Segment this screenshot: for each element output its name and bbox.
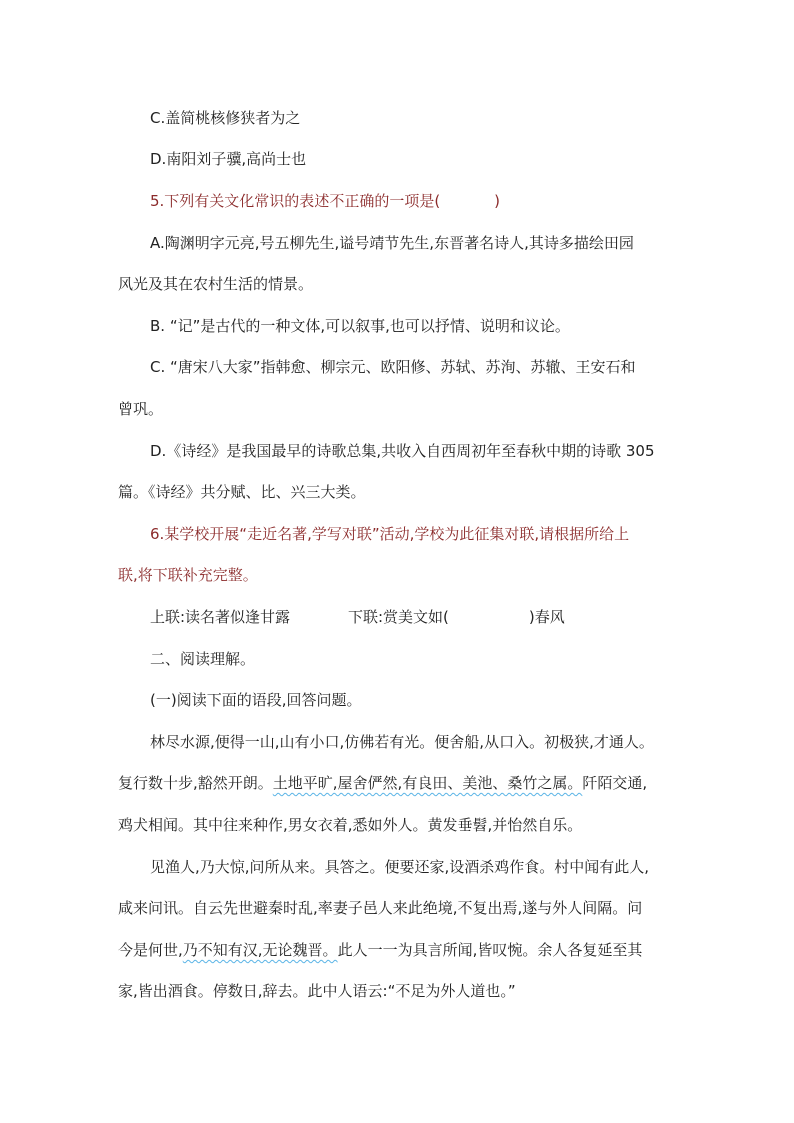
passage-p2-line4: 家,皆出酒食。停数日,辞去。此中人语云:“不足为外人道也。” [118, 982, 516, 1000]
q6-stem-line1: 6.某学校开展“走近名著,学写对联”活动,学校为此征集对联,请根据所给上 [150, 525, 630, 543]
q5-option-d-line1: D.《诗经》是我国最早的诗歌总集,共收入自西周初年至春秋中期的诗歌 305 [150, 442, 655, 460]
section-instruction: (一)阅读下面的语段,回答问题。 [150, 691, 362, 709]
couplet-upper: 上联:读名著似逢甘露 [150, 608, 291, 626]
passage-p1-line2 [118, 772, 647, 794]
underlined-sentence: 乃不知有汉,无论魏晋。 [182, 941, 338, 959]
q5-option-a-line1: A.陶渊明字元亮,号五柳先生,谥号靖节先生,东晋著名诗人,其诗多描绘田园 [150, 234, 634, 252]
q5-option-d-line2: 篇。《诗经》共分赋、比、兴三大类。 [118, 483, 366, 501]
underlined-sentence: 土地平旷,屋舍俨然,有良田、美池、桑竹之属。 [272, 774, 583, 792]
q5-stem-close: ) [494, 192, 501, 210]
q5-option-a-line2: 风光及其在农村生活的情景。 [118, 275, 314, 293]
q5-stem-text: 5.下列有关文化常识的表述不正确的一项是( [150, 192, 441, 210]
q5-option-b: B. “记”是古代的一种文体,可以叙事,也可以抒情、说明和议论。 [150, 317, 570, 335]
q5-option-c-line2: 曾巩。 [118, 400, 164, 418]
q5-stem [150, 190, 500, 212]
couplet-lower-post: )春风 [528, 608, 565, 626]
passage-p1-line1: 林尽水源,便得一山,山有小口,仿佛若有光。便舍船,从口入。初极狭,才通人。 [150, 733, 654, 751]
q6-stem-line2: 联,将下联补充完整。 [118, 566, 258, 584]
passage-p1-line3: 鸡犬相闻。其中往来种作,男女衣着,悉如外人。黄发垂髫,并怡然自乐。 [118, 816, 583, 834]
passage-p2-line1: 见渔人,乃大惊,问所从来。具答之。便要还家,设酒杀鸡作食。村中闻有此人, [150, 858, 650, 876]
couplet-lower-pre: 下联:赏美文如( [348, 608, 449, 626]
couplet-lower [348, 606, 565, 628]
passage-text: 此人一一为具言所闻,皆叹惋。余人各复延至其 [337, 941, 643, 959]
q4-option-d: D.南阳刘子骥,高尚士也 [150, 150, 307, 168]
section-heading: 二、阅读理解。 [150, 650, 256, 668]
q4-option-c: C.盖简桃核修狭者为之 [150, 109, 301, 127]
passage-text: 今是何世, [118, 941, 183, 959]
passage-text: 复行数十步,豁然开朗。 [118, 774, 273, 792]
passage-text: 阡陌交通, [582, 774, 648, 792]
passage-p2-line2: 咸来问讯。自云先世避秦时乱,率妻子邑人来此绝境,不复出焉,遂与外人间隔。问 [118, 899, 643, 917]
passage-p2-line3 [118, 939, 642, 961]
q5-option-c-line1: C. “唐宋八大家”指韩愈、柳宗元、欧阳修、苏轼、苏洵、苏辙、王安石和 [150, 358, 636, 376]
